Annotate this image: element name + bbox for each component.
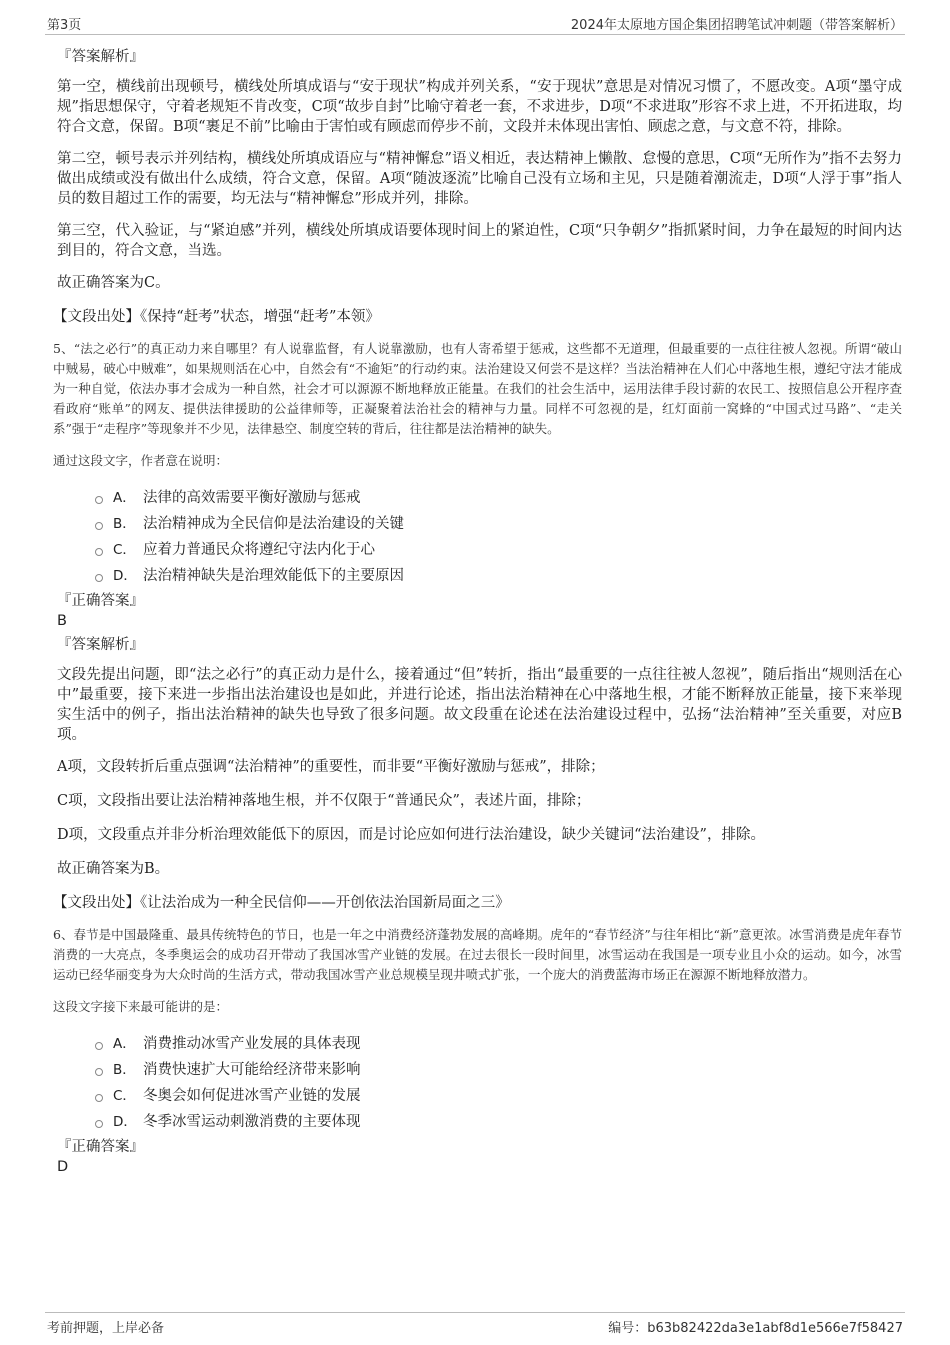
analysis-label: 『答案解析』	[57, 637, 144, 653]
options-list	[95, 1031, 902, 1135]
page-content	[53, 47, 902, 1181]
page-header	[45, 12, 905, 35]
prev-question-analysis	[53, 47, 902, 327]
radio-icon[interactable]	[95, 496, 103, 504]
option-a[interactable]: A． 消费推动冰雪产业发展的具体表现	[95, 1031, 902, 1057]
option-b[interactable]: B． 法治精神成为全民信仰是法治建设的关键	[95, 511, 902, 537]
analysis-paragraph: D项，文段重点并非分析治理效能低下的原因，而是讨论应如何进行法治建设，缺少关键词“法治建设”，排除。	[57, 827, 765, 843]
analysis-paragraph: A项，文段转折后重点强调“法治精神”的重要性，而非要“平衡好激励与惩戒”，排除；	[57, 759, 605, 775]
option-text: 消费快速扩大可能给经济带来影响	[143, 1062, 361, 1078]
option-text: 法治精神缺失是治理效能低下的主要原因	[143, 568, 404, 584]
analysis-conclusion: 故正确答案为C。	[57, 275, 170, 291]
option-text: 冬季冰雪运动刺激消费的主要体现	[143, 1114, 361, 1130]
question-prompt: 这段文字接下来最可能讲的是：	[53, 999, 229, 1014]
option-text: 冬奥会如何促进冰雪产业链的发展	[143, 1088, 361, 1104]
question-6	[53, 925, 902, 1177]
analysis-paragraph: 第一空，横线前出现顿号，横线处所填成语与“安于现状”构成并列关系，“安于现状”意思是对情况习惯了，不愿改变。A项“墨守成规”指思想保守，守着老规矩不肯改变，C项“故步自封”比喻守着老一套，不求进步，D项“不求进取”形容不求上进，不开拓进取，均符合文意，保留。B项“裹足不前”比喻由于害怕或有顾虑而停步不前，文段并未体现出害怕、顾虑之意，与文意不符，排除。	[57, 79, 902, 135]
document-title: 2024年太原地方国企集团招聘笔试冲刺题（带答案解析）	[570, 18, 903, 33]
option-d[interactable]: D． 法治精神缺失是治理效能低下的主要原因	[95, 563, 902, 589]
question-5	[53, 339, 902, 913]
radio-icon[interactable]	[95, 574, 103, 582]
option-a[interactable]: A． 法律的高效需要平衡好激励与惩戒	[95, 485, 902, 511]
analysis-label: 『答案解析』	[57, 49, 144, 65]
option-c[interactable]: C． 应着力普通民众将遵纪守法内化于心	[95, 537, 902, 563]
option-text: 应着力普通民众将遵纪守法内化于心	[143, 542, 375, 558]
radio-icon[interactable]	[95, 1042, 103, 1050]
option-b[interactable]: B． 消费快速扩大可能给经济带来影响	[95, 1057, 902, 1083]
option-text: 法治精神成为全民信仰是法治建设的关键	[143, 516, 404, 532]
page-number: 第3页	[47, 18, 82, 33]
document-id: 编号：b63b82422da3e1abf8d1e566e7f58427	[608, 1321, 903, 1336]
answer-value: B	[57, 613, 67, 629]
radio-icon[interactable]	[95, 1120, 103, 1128]
analysis-paragraph: 文段先提出问题，即“法之必行”的真正动力是什么，接着通过“但”转折，指出“最重要的一点往往被人忽视”，随后指出“规则活在心中”最重要，接下来进一步指出法治建设也是如此，并进行论述，指出法治精神在心中落地生根，才能不断释放正能量，接下来举现实生活中的例子，指出法治精神的缺失也导致了很多问题。故文段重在论述在法治建设过程中，弘扬“法治精神”至关重要，对应B项。	[57, 667, 902, 743]
analysis-paragraph: C项，文段指出要让法治精神落地生根，并不仅限于“普通民众”，表述片面，排除；	[57, 793, 591, 809]
option-text: 消费推动冰雪产业发展的具体表现	[143, 1036, 361, 1052]
answer-label: 『正确答案』	[57, 1139, 144, 1155]
question-text: 6、春节是中国最隆重、最具传统特色的节日，也是一年之中消费经济蓬勃发展的高峰期。虎年的“春节经济”与往年相比“新”意更浓。冰雪消费是虎年春节消费的一大亮点，冬季奥运会的成功召开带动了我国冰雪产业链的发展。在过去很长一段时间里，冰雪运动在我国是一项专业且小众的运动。如今，冰雪运动已经华丽变身为大众时尚的生活方式，带动我国冰雪产业总规模呈现井喷式扩张，一个庞大的消费蓝海市场正在源源不断地释放潜力。	[53, 927, 902, 982]
radio-icon[interactable]	[95, 522, 103, 530]
options-list	[95, 485, 902, 589]
question-prompt: 通过这段文字，作者意在说明：	[53, 453, 229, 468]
option-text: 法律的高效需要平衡好激励与惩戒	[143, 490, 361, 506]
source-citation: 【文段出处】《保持“赶考”状态，增强“赶考”本领》	[53, 309, 380, 325]
page-footer	[45, 1312, 905, 1335]
answer-value: D	[57, 1159, 69, 1175]
analysis-paragraph: 第三空，代入验证，与“紧迫感”并列，横线处所填成语要体现时间上的紧迫性，C项“只争朝夕”指抓紧时间，力争在最短的时间内达到目的，符合文意，当选。	[57, 223, 902, 259]
option-c[interactable]: C． 冬奥会如何促进冰雪产业链的发展	[95, 1083, 902, 1109]
analysis-conclusion: 故正确答案为B。	[57, 861, 170, 877]
footer-slogan: 考前押题，上岸必备	[47, 1321, 165, 1336]
radio-icon[interactable]	[95, 1094, 103, 1102]
radio-icon[interactable]	[95, 548, 103, 556]
radio-icon[interactable]	[95, 1068, 103, 1076]
question-text: 5、“法之必行”的真正动力来自哪里？有人说靠监督，有人说靠激励，也有人寄希望于惩戒，这些都不无道理，但最重要的一点往往被人忽视。所谓“破山中贼易，破心中贼难”，如果规则活在心中，自然会有“不逾矩”的行动约束。法治建设又何尝不是这样？当法治精神在人们心中落地生根，遵纪守法才能成为一种自觉，依法办事才会成为一种自然，社会才可以源源不断地释放正能量。在我们的社会生活中，运用法律手段讨薪的农民工、按照信息公开程序查看政府“账单”的网友、提供法律援助的公益律师等，正凝聚着法治社会的精神与力量。同样不可忽视的是，红灯面前一窝蜂的“中国式过马路”、“走关系”强于“走程序”等现象并不少见，法律悬空、制度空转的背后，往往都是法治精神的缺失。	[53, 341, 902, 436]
source-citation: 【文段出处】《让法治成为一种全民信仰——开创依法治国新局面之三》	[53, 895, 510, 911]
option-d[interactable]: D． 冬季冰雪运动刺激消费的主要体现	[95, 1109, 902, 1135]
analysis-paragraph: 第二空，顿号表示并列结构，横线处所填成语应与“精神懈怠”语义相近，表达精神上懒散、怠慢的意思，C项“无所作为”指不去努力做出成绩或没有做出什么成绩，符合文意，保留。A项“随波逐流”比喻自己没有立场和主见，只是随着潮流走，D项“人浮于事”指人员的数目超过工作的需要，均无法与“精神懈怠”形成并列，排除。	[57, 151, 902, 207]
answer-label: 『正确答案』	[57, 593, 144, 609]
